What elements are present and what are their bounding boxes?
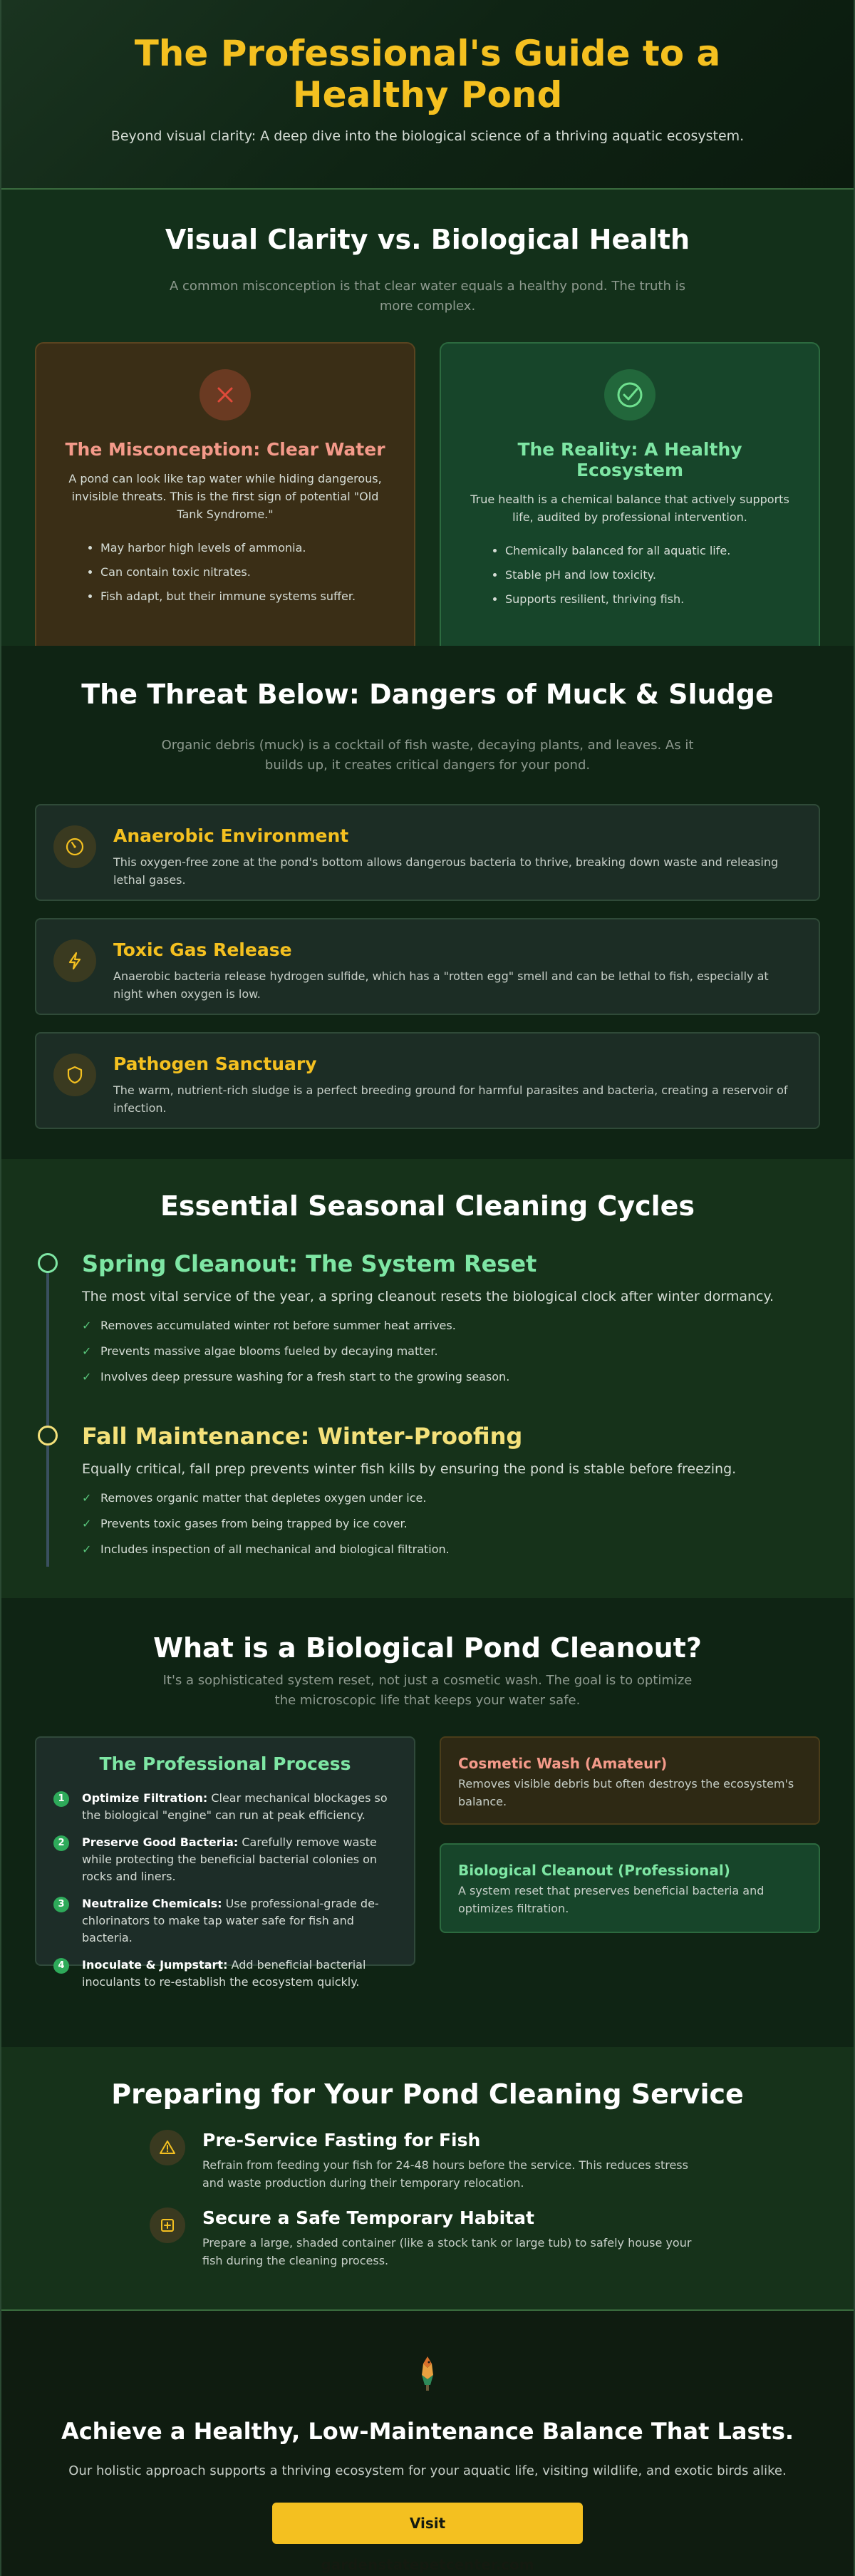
threats-section bbox=[1, 646, 854, 1159]
list-item: ✓ Prevents toxic gases from being trapped by ice cover. bbox=[82, 1511, 823, 1537]
professional-text: A system reset that preserves beneficial bacteria and optimizes filtration. bbox=[458, 1884, 765, 1915]
comparison-column bbox=[440, 1736, 820, 1966]
list-item: ✓ Removes accumulated winter rot before summer heat arrives. bbox=[82, 1313, 823, 1339]
prep-item-text: Prepare a large, shaded container (like a stock tank or large tub) to safely house your fish during the cleaning process. bbox=[202, 2236, 692, 2267]
prep-item-title: Pre-Service Fasting for Fish bbox=[202, 2130, 481, 2150]
timeline-list bbox=[82, 1485, 823, 1562]
threat-text: The warm, nutrient-rich sludge is a perfect breeding ground for harmful parasites and bacteria, creating a reservoir of infection. bbox=[113, 1083, 788, 1115]
timeline-dot bbox=[38, 1426, 58, 1446]
professional-box bbox=[440, 1843, 820, 1933]
check-icon: ✓ bbox=[82, 1542, 92, 1556]
process-step: 1 Optimize Filtration: Clear mechanical blockages so the biological "engine" can run at peak efficiency. bbox=[53, 1790, 397, 1824]
prep-item-title: Secure a Safe Temporary Habitat bbox=[202, 2207, 534, 2228]
check-icon: ✓ bbox=[82, 1517, 92, 1530]
list-item: • Stable pH and low toxicity. bbox=[505, 563, 790, 587]
list-item: • Can contain toxic nitrates. bbox=[100, 560, 385, 584]
timeline-dot bbox=[38, 1253, 58, 1273]
footer bbox=[1, 2311, 854, 2576]
misconception-card bbox=[35, 342, 415, 656]
timeline-list bbox=[82, 1313, 823, 1390]
list-item: ✓ Removes organic matter that depletes oxygen under ice. bbox=[82, 1485, 823, 1511]
list-item: • May harbor high levels of ammonia. bbox=[100, 536, 385, 560]
timeline-title: Fall Maintenance: Winter-Proofing bbox=[82, 1423, 523, 1450]
shield-icon bbox=[53, 1053, 96, 1096]
cleanout-content bbox=[35, 1736, 820, 1989]
process-title: The Professional Process bbox=[99, 1753, 351, 1774]
clarity-title: Visual Clarity vs. Biological Health bbox=[165, 224, 690, 255]
list-item: ✓ Prevents massive algae blooms fueled by decaying matter. bbox=[82, 1339, 823, 1364]
process-step: 3 Neutralize Chemicals: Use professional-grade de-chlorinators to make tap water safe for fish and bacteria. bbox=[53, 1895, 397, 1947]
footer-text: Our holistic approach supports a thriving ecosystem for your aquatic life, visiting wildlife, and exotic birds alike. bbox=[68, 2463, 787, 2478]
timeline-item-fall bbox=[32, 1423, 823, 1562]
threats-subtitle: Organic debris (muck) is a cocktail of fish waste, decaying plants, and leaves. As it builds up, it creates critical dangers for your pond. bbox=[161, 738, 694, 773]
footer-title: Achieve a Healthy, Low-Maintenance Balance That Lasts. bbox=[61, 2418, 794, 2445]
threat-text: This oxygen-free zone at the pond's bottom allows dangerous bacteria to thrive, breaking down waste and releasing lethal gases. bbox=[113, 855, 779, 887]
prep-list bbox=[150, 2130, 705, 2270]
step-number: 3 bbox=[53, 1897, 69, 1912]
clarity-subtitle: A common misconception is that clear water equals a healthy pond. The truth is more complex. bbox=[170, 279, 685, 314]
reality-title: The Reality: A Healthy Ecosystem bbox=[517, 439, 742, 480]
threat-text: Anaerobic bacteria release hydrogen sulfide, which has a "rotten egg" smell and can be lethal to fish, especially at night when oxygen is low. bbox=[113, 969, 769, 1001]
threat-list bbox=[1, 804, 854, 1129]
bird-logo-icon bbox=[413, 2354, 442, 2394]
amateur-title: Cosmetic Wash (Amateur) bbox=[458, 1755, 668, 1772]
threat-card bbox=[35, 804, 820, 901]
step-number: 1 bbox=[53, 1791, 69, 1807]
timeline-title: Spring Cleanout: The System Reset bbox=[82, 1250, 537, 1277]
list-item: ✓ Involves deep pressure washing for a fresh start to the growing season. bbox=[82, 1364, 823, 1390]
threat-title: Anaerobic Environment bbox=[113, 825, 349, 846]
process-card bbox=[35, 1736, 415, 1989]
cleanout-title: What is a Biological Pond Cleanout? bbox=[153, 1632, 702, 1664]
check-icon: ✓ bbox=[82, 1319, 92, 1332]
step-number: 4 bbox=[53, 1958, 69, 1974]
professional-title: Biological Cleanout (Professional) bbox=[458, 1862, 730, 1879]
lightning-icon bbox=[53, 939, 96, 982]
reality-card bbox=[440, 342, 820, 656]
list-item: • Supports resilient, thriving fish. bbox=[505, 587, 790, 612]
gauge-icon bbox=[53, 825, 96, 868]
seasonal-section bbox=[1, 1159, 854, 1598]
x-icon bbox=[200, 369, 251, 421]
check-icon: ✓ bbox=[82, 1370, 92, 1384]
list-item: ✓ Includes inspection of all mechanical and biological filtration. bbox=[82, 1537, 823, 1562]
warning-icon bbox=[150, 2130, 185, 2165]
prep-title: Preparing for Your Pond Cleaning Service bbox=[111, 2078, 744, 2110]
process-step: 2 Preserve Good Bacteria: Carefully remove waste while protecting the beneficial bacterial colonies on rocks and liners. bbox=[53, 1834, 397, 1885]
reality-list bbox=[505, 539, 790, 612]
misconception-list bbox=[100, 536, 385, 609]
timeline-desc: Equally critical, fall prep prevents winter fish kills by ensuring the pond is stable before freezing. bbox=[82, 1461, 737, 1477]
check-icon: ✓ bbox=[82, 1491, 92, 1505]
hero-header bbox=[1, 0, 854, 190]
threat-card bbox=[35, 1032, 820, 1129]
prep-item bbox=[150, 2207, 705, 2270]
seasonal-title: Essential Seasonal Cleaning Cycles bbox=[160, 1190, 695, 1222]
timeline-desc: The most vital service of the year, a spring cleanout resets the biological clock after winter dormancy. bbox=[82, 1289, 774, 1304]
amateur-text: Removes visible debris but often destroys the ecosystem's balance. bbox=[458, 1777, 794, 1808]
list-item: • Chemically balanced for all aquatic life. bbox=[505, 539, 790, 563]
misconception-title: The Misconception: Clear Water bbox=[65, 439, 385, 460]
step-number: 2 bbox=[53, 1835, 69, 1851]
threats-title: The Threat Below: Dangers of Muck & Sludge bbox=[81, 679, 774, 710]
clarity-section bbox=[1, 190, 854, 646]
prep-section bbox=[1, 2047, 854, 2311]
threat-card bbox=[35, 918, 820, 1015]
process-step: 4 Inoculate & Jumpstart: Add beneficial bacterial inoculants to re-establish the ecosystem quickly. bbox=[53, 1957, 397, 1991]
misconception-text: A pond can look like tap water while hiding dangerous, invisible threats. This is the first sign of potential "Old Tank Syndrome." bbox=[68, 472, 382, 521]
plus-box-icon bbox=[150, 2207, 185, 2243]
timeline-item-spring bbox=[32, 1250, 823, 1390]
page-subtitle: Beyond visual clarity: A deep dive into the biological science of a thriving aquatic ecosystem. bbox=[110, 128, 745, 144]
prep-item-text: Refrain from feeding your fish for 24-48 hours before the service. This reduces stress and waste production during their temporary relocation. bbox=[202, 2158, 688, 2190]
threat-title: Toxic Gas Release bbox=[113, 939, 292, 960]
prep-item bbox=[150, 2130, 705, 2192]
reality-text: True health is a chemical balance that actively supports life, audited by professional intervention. bbox=[470, 493, 789, 524]
seasonal-timeline bbox=[32, 1250, 823, 1562]
check-circle-icon bbox=[604, 369, 656, 421]
threat-title: Pathogen Sanctuary bbox=[113, 1053, 317, 1074]
cleanout-subtitle: It's a sophisticated system reset, not just a cosmetic wash. The goal is to optimize the microscopic life that keeps your water safe. bbox=[162, 1673, 693, 1708]
visit-website-button[interactable]: Visit gardenstatepetcenter.com bbox=[272, 2503, 583, 2544]
process-steps bbox=[53, 1790, 397, 1991]
cleanout-section bbox=[1, 1598, 854, 2047]
amateur-box bbox=[440, 1736, 820, 1825]
page-title: The Professional's Guide to a Healthy Pond bbox=[134, 33, 721, 115]
list-item: • Fish adapt, but their immune systems suffer. bbox=[100, 584, 385, 609]
comparison-cards bbox=[35, 342, 820, 656]
check-icon: ✓ bbox=[82, 1344, 92, 1358]
